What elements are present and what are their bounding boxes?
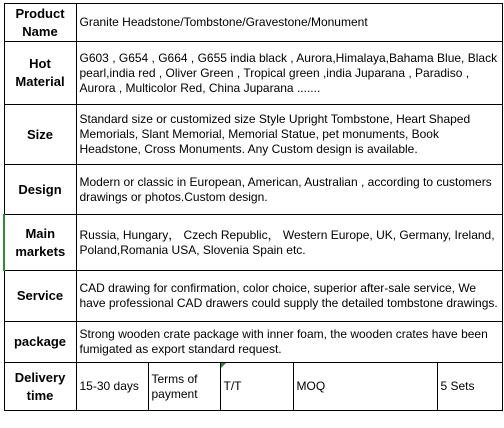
row-delivery: [4, 363, 502, 411]
value-moq: 5 Sets: [437, 363, 502, 411]
cell-marker-icon: [221, 363, 226, 368]
label-product-name: Product Name: [4, 4, 76, 42]
row-main-markets: [4, 215, 502, 271]
terms-value-text: T/T: [223, 379, 242, 393]
label-terms-of-payment: Terms of payment: [148, 363, 220, 411]
row-size: [4, 105, 502, 165]
row-package: [4, 322, 502, 363]
label-package: package: [4, 322, 76, 363]
label-moq: MOQ: [293, 363, 437, 411]
label-size: Size: [4, 105, 76, 165]
label-delivery-time: Delivery time: [4, 363, 76, 411]
value-design: Modern or classic in European, American, Australian , according to customers drawings or photos.Custom design.: [76, 165, 502, 215]
product-spec-table: [3, 3, 503, 411]
row-design: [4, 165, 502, 215]
value-hot-material: G603 , G654 , G664 , G655 india black , Aurora,Himalaya,Bahama Blue, Black pearl,india red , Oliver Green , Tropical green ,india Juparana , Paradiso , Aurora , Multicolor Red, China Juparana .......: [76, 42, 502, 105]
label-main-markets: Main markets: [4, 215, 76, 271]
value-size: Standard size or customized size Style Upright Tombstone, Heart Shaped Memorials, Slant Memorial, Memorial Statue, pet monuments, Book Headstone, Cross Monuments. Any Custom design is available.: [76, 105, 502, 165]
label-service: Service: [4, 271, 76, 322]
value-delivery-time: 15-30 days: [76, 363, 148, 411]
value-product-name: Granite Headstone/Tombstone/Gravestone/Monument: [76, 4, 502, 42]
value-main-markets: Russia, Hungary， Czech Republic， Western Europe, UK, Germany, Ireland, Poland,Romania USA, Slovenia Spain etc.: [76, 215, 502, 271]
row-product-name: [4, 4, 502, 42]
row-service: [4, 271, 502, 322]
label-design: Design: [4, 165, 76, 215]
label-hot-material: Hot Material: [4, 42, 76, 105]
value-package: Strong wooden crate package with inner foam, the wooden crates have been fumigated as export standard request.: [76, 322, 502, 363]
value-terms-of-payment: [220, 363, 293, 411]
row-hot-material: [4, 42, 502, 105]
value-service: CAD drawing for confirmation, color choice, superior after-sale service, We have professional CAD drawers could supply the detailed tombstone drawings.: [76, 271, 502, 322]
